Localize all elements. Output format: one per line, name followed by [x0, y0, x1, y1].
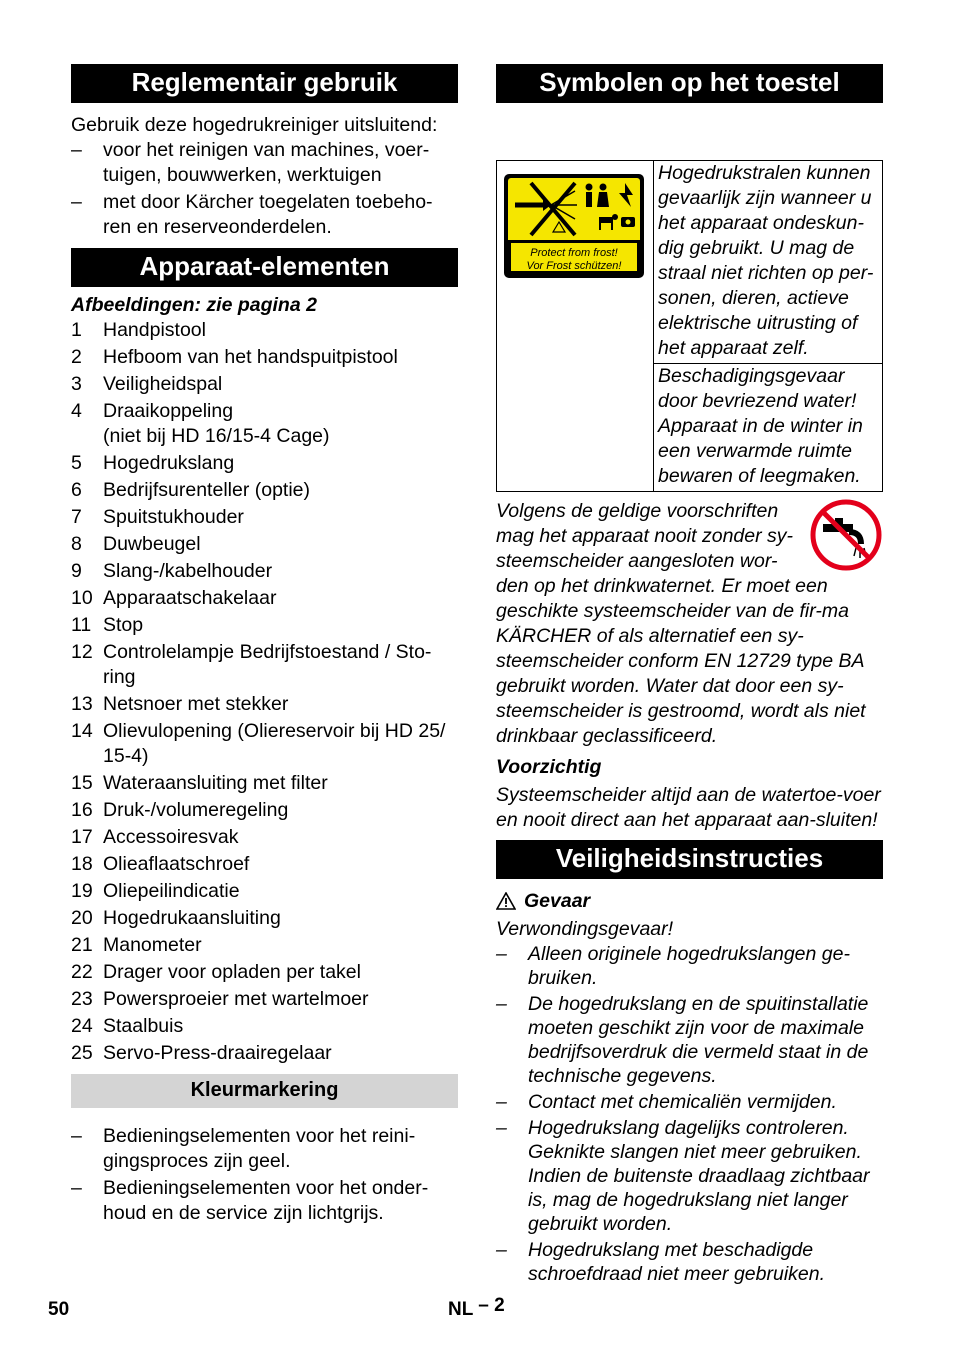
symbols-table — [496, 160, 883, 492]
use-intro: Gebruik deze hogedrukreiniger uitsluitend: — [71, 114, 438, 136]
regulation-block — [496, 499, 883, 749]
list-item: – Bedieningselementen voor het reini-gingsproces zijn geel. — [71, 1124, 458, 1174]
caution-text: Systeemscheider altijd aan de watertoe-voer en nooit direct aan het apparaat aan-sluiten! — [496, 784, 881, 831]
element-item — [71, 505, 458, 530]
element-number: 19 — [71, 880, 93, 902]
element-item — [71, 692, 458, 717]
heading-kleurmarkering: Kleurmarkering — [71, 1074, 458, 1108]
element-number: 10 — [71, 587, 93, 609]
element-item — [71, 1014, 458, 1039]
element-item — [71, 372, 458, 397]
element-label: Draaikoppeling — [103, 400, 234, 422]
list-item: – voor het reinigen van machines, voer-tuigen, bouwwerken, werktuigen — [71, 138, 458, 188]
symbol-description-1: Hogedrukstralen kunnen gevaarlijk zijn wanneer u het apparaat ondeskun-dig gebruikt. U mag de straal niet richten op per-sonen, dieren, actieve elektrische uitrusting of het apparaat zelf. — [654, 161, 883, 364]
element-number: 3 — [71, 373, 82, 395]
heading-veiligheidsinstructies: Veiligheidsinstructies — [496, 840, 883, 879]
sign-text-german: Vor Frost schützen! — [526, 260, 622, 272]
element-item — [71, 451, 458, 476]
element-item — [71, 933, 458, 958]
symbol-description-2: Beschadigingsgevaar door bevriezend water! Apparaat in de winter in een verwarmde ruimte bewaren of leegmaken. — [654, 364, 883, 492]
element-label: Wateraansluiting met filter — [103, 772, 328, 794]
list-item: – Alleen originele hogedrukslangen ge-bruiken. — [496, 942, 883, 990]
element-item — [71, 586, 458, 611]
element-label: Olieaflaatschroef — [103, 853, 250, 875]
page-suffix: – 2 — [478, 1295, 505, 1316]
color-list — [71, 1124, 458, 1226]
right-column — [496, 64, 883, 1288]
element-number: 5 — [71, 452, 82, 474]
element-item — [71, 825, 458, 850]
element-label: Drager voor opladen per takel — [103, 961, 361, 983]
element-item — [71, 532, 458, 557]
element-item — [71, 798, 458, 823]
high-pressure-warning-sign-icon — [503, 173, 645, 279]
regulation-text: Volgens de geldige voorschriften mag het apparaat nooit zonder sy-steemscheider aangesloten wor-den op het drinkwaternet. Er moet een geschikte systeemscheider van de fir-ma KÄRCHER of als alternatief een sy-steemscheider conform EN 12729 type BA gebruikt worden. Water dat door een sy-steemscheider is gestroomd, wordt als niet drinkbaar geclassificeerd. — [496, 500, 866, 747]
element-label: Olievulopening (Oliereservoir bij HD 25/ 15-4) — [103, 720, 446, 767]
element-number: 23 — [71, 988, 93, 1010]
element-label: Spuitstukhouder — [103, 506, 244, 528]
symbol-image-cell — [497, 161, 654, 492]
list-item: – met door Kärcher toegelaten toebeho-ren en reserveonderdelen. — [71, 190, 458, 240]
element-label: Controlelampje Bedrijfstoestand / Sto-ring — [103, 641, 432, 688]
language-label: NL — [448, 1299, 473, 1320]
danger-label: Gevaar — [524, 890, 591, 912]
element-item — [71, 318, 458, 343]
element-number: 24 — [71, 1015, 93, 1037]
element-number: 22 — [71, 961, 93, 983]
element-number: 16 — [71, 799, 93, 821]
element-label: Stop — [103, 614, 144, 636]
element-number: 15 — [71, 772, 93, 794]
list-item: – Hogedrukslang dagelijks controleren. Geknikte slangen niet meer gebruiken. Indien de buitenste draadlaag zichtbaar is, mag de hogedrukslang niet langer gebruikt worden. — [496, 1116, 883, 1236]
caution-label: Voorzichtig — [496, 756, 602, 778]
element-label: Servo-Press-draairegelaar — [103, 1042, 332, 1064]
element-item — [71, 613, 458, 638]
element-number: 13 — [71, 693, 93, 715]
element-label-note: (niet bij HD 16/15-4 Cage) — [103, 425, 330, 447]
element-label: Powersproeier met wartelmoer — [103, 988, 369, 1010]
danger-heading — [496, 889, 883, 914]
use-list — [71, 138, 458, 240]
no-drinking-water-connection-icon — [809, 498, 883, 572]
heading-symbolen: Symbolen op het toestel — [496, 64, 883, 103]
element-label: Staalbuis — [103, 1015, 184, 1037]
element-label: Bedrijfsurenteller (optie) — [103, 479, 311, 501]
element-number: 9 — [71, 560, 82, 582]
element-label: Hogedrukslang — [103, 452, 235, 474]
element-label: Manometer — [103, 934, 202, 956]
element-number: 20 — [71, 907, 93, 929]
element-number: 17 — [71, 826, 93, 848]
list-item: – Bedieningselementen voor het onder-houd en de service zijn lichtgrijs. — [71, 1176, 458, 1226]
list-item: – Hogedrukslang met beschadigde schroefdraad niet meer gebruiken. — [496, 1238, 883, 1286]
element-number: 6 — [71, 479, 82, 501]
list-item: – De hogedrukslang en de spuitinstallatie moeten geschikt zijn voor de maximale bedrijfsoverdruk die vermeld staat in de technische gegevens. — [496, 992, 883, 1088]
danger-list — [496, 942, 883, 1286]
element-item — [71, 478, 458, 503]
list-item: – Contact met chemicaliën vermijden. — [496, 1090, 883, 1114]
element-number: 25 — [71, 1042, 93, 1064]
page-number: 50 — [48, 1299, 70, 1320]
element-label: Veiligheidspal — [103, 373, 223, 395]
element-item — [71, 640, 458, 690]
element-number: 12 — [71, 641, 93, 663]
heading-reglementair-gebruik: Reglementair gebruik — [71, 64, 458, 103]
elements-list — [71, 318, 458, 1066]
element-number: 11 — [71, 614, 92, 636]
element-item — [71, 1041, 458, 1066]
element-item — [71, 879, 458, 904]
element-item — [71, 771, 458, 796]
element-label: Oliepeilindicatie — [103, 880, 240, 902]
element-label: Netsnoer met stekker — [103, 693, 289, 715]
heading-apparaat-elementen: Apparaat-elementen — [71, 248, 458, 287]
element-number: 18 — [71, 853, 93, 875]
element-item — [71, 345, 458, 370]
element-number: 2 — [71, 346, 82, 368]
element-item — [71, 987, 458, 1012]
element-item — [71, 719, 458, 769]
element-number: 7 — [71, 506, 82, 528]
element-item — [71, 852, 458, 877]
element-item — [71, 906, 458, 931]
element-number: 21 — [71, 934, 93, 956]
element-item — [71, 559, 458, 584]
language-code — [448, 1297, 505, 1322]
element-label: Slang-/kabelhouder — [103, 560, 273, 582]
element-label: Duwbeugel — [103, 533, 201, 555]
warning-triangle-icon — [496, 892, 516, 910]
element-label: Hefboom van het handspuitpistool — [103, 346, 398, 368]
element-item — [71, 960, 458, 985]
danger-intro: Verwondingsgevaar! — [496, 918, 674, 940]
element-label: Accessoiresvak — [103, 826, 239, 848]
element-label: Apparaatschakelaar — [103, 587, 277, 609]
figures-reference: Afbeeldingen: zie pagina 2 — [71, 294, 317, 316]
element-label: Druk-/volumeregeling — [103, 799, 289, 821]
element-label: Handpistool — [103, 319, 206, 341]
left-column — [71, 64, 458, 1228]
element-number: 1 — [71, 319, 82, 341]
element-number: 14 — [71, 720, 93, 742]
element-label: Hogedrukaansluiting — [103, 907, 281, 929]
element-number: 4 — [71, 400, 82, 422]
element-item — [71, 399, 458, 449]
sign-text-english: Protect from frost! — [530, 247, 618, 259]
element-number: 8 — [71, 533, 82, 555]
